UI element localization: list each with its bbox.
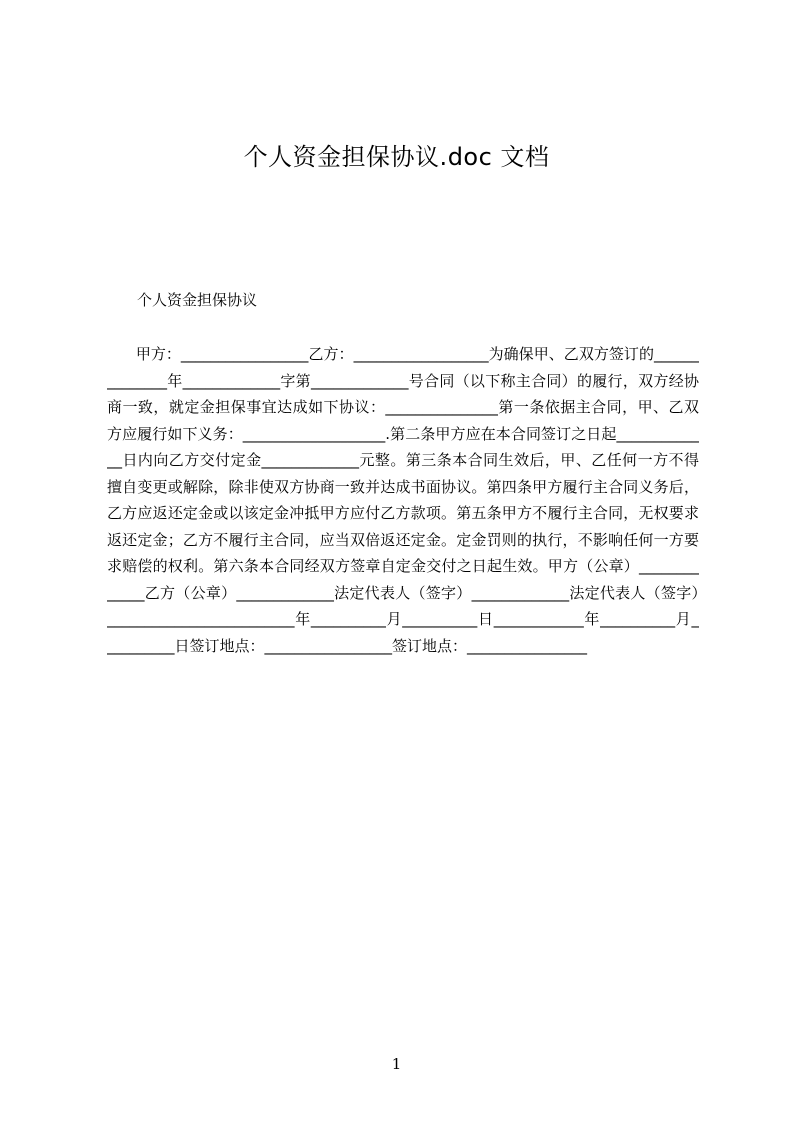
document-title: 个人资金担保协议.doc 文档 <box>243 143 550 171</box>
agreement-body: 甲方：_________________乙方：__________________为确保甲、乙双方签订的______________年_____________字第_____________号合同（以下称主合同）的履行，双方经协商一致，就定金担保事宜达成如下协议：_______________第一条依据主合同，甲、乙双方应履行如下义务：___________________.第二条甲方应在本合同签订之日起_____________日内向乙方交付定金_____________元整。第三条本合同生效后，甲、乙任何一方不得擅自变更或解除，除非使双方协商一致并达成书面协议。第四条甲方履行主合同义务后，乙方应返还定金或以该定金冲抵甲方应付乙方款项。第五条甲方不履行主合同，无权要求返还定金；乙方不履行主合同，应当双倍返还定金。定金罚则的执行，不影响任何一方要求赔偿的权利。第六条本合同经双方签章自定金交付之日起生效。甲方（公章）_____________乙方（公章）_____________法定代表人（签字）_____________法定代表人（签字）_________________________年__________月__________日____________年__________月__________日签订地点：_________________签订地点：________________ <box>107 345 699 655</box>
agreement-heading: 个人资金担保协议 <box>137 291 258 309</box>
page-number: 1 <box>391 1055 402 1073</box>
